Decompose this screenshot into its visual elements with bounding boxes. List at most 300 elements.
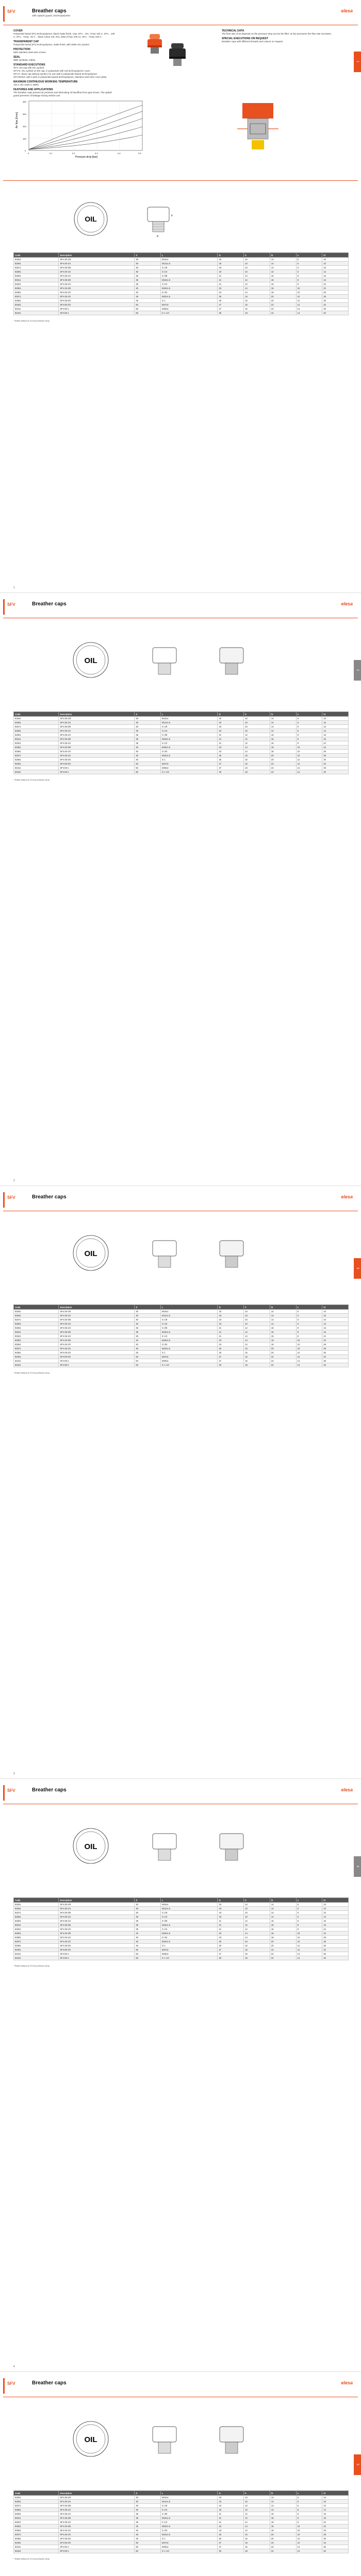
intro-column-left [13, 28, 117, 97]
table-cell: G 1/2 [161, 1927, 218, 1931]
table-row [14, 1330, 349, 1334]
table-cell: 34 [322, 1948, 349, 1952]
table-cell: 83371 [14, 295, 59, 299]
table-cell: 12 [244, 1334, 270, 1338]
table-cell: 45 [135, 2537, 161, 2541]
table-cell: G 1/2 [161, 741, 218, 745]
table-cell: 23 [218, 1931, 244, 1936]
table-cell: 24 [270, 311, 296, 315]
table-row [14, 1355, 349, 1359]
table-cell: 24 [270, 770, 296, 774]
table-cell: 12 [296, 2537, 322, 2541]
table-cell: 20 [270, 295, 296, 299]
oil-symbol: OIL [85, 215, 97, 223]
table-cell: 27 [218, 1948, 244, 1952]
cap-variant-view [220, 648, 243, 674]
table-cell: 14 [296, 311, 322, 315]
table-cell: G 1/8 [161, 1911, 218, 1915]
table-cell: G 3/4 [161, 1936, 218, 1940]
table-cell: 22 [270, 2545, 296, 2549]
table-row [14, 307, 349, 311]
table-cell: 50 [135, 1948, 161, 1952]
table-cell: 21 [218, 1334, 244, 1338]
table-cell: 14 [296, 1359, 322, 1363]
table-cell: 12 [296, 762, 322, 766]
table-cell: 16 [244, 2541, 270, 2545]
table-cell: 14 [244, 750, 270, 754]
table-cell: 83271 [14, 1911, 59, 1915]
table-cell: 10 [322, 717, 349, 721]
col-header: l1 [218, 253, 244, 258]
table-cell: 18 [270, 2524, 296, 2529]
table-cell: 12 [244, 274, 270, 278]
col-header: s [296, 1305, 322, 1310]
table-cell: 28 [322, 2529, 349, 2533]
page-subtitle: with splash guard, technopolymer [32, 14, 71, 18]
table-cell: 40 [135, 1343, 161, 1347]
table-row [14, 733, 349, 737]
table-cell: 10 [296, 291, 322, 295]
sfv-dimension-table [13, 252, 349, 315]
table-cell: 19 [218, 717, 244, 721]
cap-body [242, 103, 273, 118]
table-cell: 83351 [14, 2524, 59, 2529]
table-cell: 16 [244, 307, 270, 311]
table-cell: SFV.60-1 [59, 311, 135, 315]
brand-logo: elesa [341, 2380, 353, 2385]
table-cell: 45 [135, 299, 161, 303]
table-row [14, 1915, 349, 1919]
table-cell: G 1 1/4 [161, 1956, 218, 1960]
table-cell: 50 [135, 2545, 161, 2549]
table-cell: 14 [296, 766, 322, 770]
table-cell: 16 [322, 278, 349, 282]
table-cell: M12x1.5 [161, 721, 218, 725]
table-cell: 8 [296, 2516, 322, 2520]
col-header: h [244, 2491, 270, 2496]
table-cell: M16x1.5 [161, 2516, 218, 2520]
table-cell: 25 [218, 295, 244, 299]
table-row [14, 1326, 349, 1330]
table-cell: G 1 [161, 1351, 218, 1355]
table-cell: 35 [135, 2520, 161, 2524]
table-cell: 30 [322, 758, 349, 762]
graph-xlabel: Pressure drop [bar] [75, 156, 97, 159]
catalog-page-1 [0, 0, 361, 593]
table-cell: G 3/8 [161, 733, 218, 737]
table-cell: SFV.40-3/8 [59, 1931, 135, 1936]
table-cell: SFV.30-1/2 [59, 1322, 135, 1326]
table-footnote: * Rated airflow at 0.5 bar pressure drop. [13, 2557, 50, 2560]
table-cell: 21 [218, 733, 244, 737]
table-cell: 16 [270, 737, 296, 741]
table-cell: SFV.30-1/8 [59, 2496, 135, 2500]
table-cell: 14 [270, 725, 296, 729]
table-cell: SFV.30-1/8 [59, 1310, 135, 1314]
table-cell: 6 [296, 2500, 322, 2504]
table-body [14, 717, 349, 774]
cap-variant-view [220, 2427, 243, 2453]
col-header: d [135, 253, 161, 258]
table-cell: 35 [135, 2516, 161, 2520]
table-cell: 36 [322, 307, 349, 311]
table-cell: 14 [270, 1322, 296, 1326]
col-header: Code [14, 1305, 59, 1310]
table-cell: SFV.30-1/8 [59, 1903, 135, 1907]
table-row [14, 2512, 349, 2516]
technical-data-text: The flow rate of air depends on the pressure drop across the filter; at low pressures the flow rate increases. [222, 32, 332, 35]
col-header: l1 [218, 1898, 244, 1903]
table-cell: 14 [270, 2496, 296, 2500]
table-cell: SFV.45-3/4 [59, 299, 135, 303]
table-cell: 10 [244, 721, 270, 725]
table-cell: 25 [218, 758, 244, 762]
table-cell: M16x1.5 [161, 737, 218, 741]
table-cell: 12 [296, 758, 322, 762]
table-row [14, 1956, 349, 1960]
table-cell: SFV.35-1/4 [59, 733, 135, 737]
table-cell: 83351 [14, 1931, 59, 1936]
table-cell: 6 [296, 717, 322, 721]
col-header: L [161, 253, 218, 258]
table-cell: SFV.60-1 [59, 2549, 135, 2553]
table-cell: 30 [135, 2504, 161, 2508]
table-cell: 14 [244, 1343, 270, 1347]
cutaway-diagram-svg [227, 98, 299, 155]
table-cell: 10 [244, 1907, 270, 1911]
table-cell: 14 [296, 770, 322, 774]
table-cell: 14 [244, 1338, 270, 1343]
table-cell: 30 [218, 1363, 244, 1367]
table-row [14, 1911, 349, 1915]
table-cell: 83361 [14, 750, 59, 754]
table-cell: 21 [218, 282, 244, 286]
table-body [14, 258, 349, 315]
table-cell: 28 [322, 2533, 349, 2537]
table-cell: 18 [244, 311, 270, 315]
table-cell: M30x2 [161, 766, 218, 770]
table-cell: SFV.30-1/8 [59, 258, 135, 262]
table-cell: 14 [270, 721, 296, 725]
table-cell: 83421 [14, 1363, 59, 1367]
oil-cap-top-view [73, 642, 108, 677]
table-cell: 10 [322, 1314, 349, 1318]
table-cell: 24 [270, 1363, 296, 1367]
table-cell: 10 [296, 2529, 322, 2533]
table-cell: 83361 [14, 1936, 59, 1940]
thread-body [248, 118, 268, 139]
table-cell: 30 [135, 2500, 161, 2504]
table-cell: 83321 [14, 1927, 59, 1931]
table-cell: 14 [244, 1936, 270, 1940]
table-row [14, 2524, 349, 2529]
table-cell: 22 [322, 1927, 349, 1931]
table-cell: 18 [270, 1931, 296, 1936]
section-diagram [227, 98, 299, 155]
table-cell: 16 [322, 733, 349, 737]
features-title: FEATURES AND APPLICATIONS [13, 88, 53, 91]
table-cell: 28 [322, 1347, 349, 1351]
table-cell: 10 [244, 1310, 270, 1314]
table-cell: 16 [244, 766, 270, 770]
table-row [14, 1952, 349, 1956]
table-cell: SFV.45-3/4 [59, 2537, 135, 2541]
table-row [14, 1931, 349, 1936]
accent-bar [3, 1192, 5, 1208]
table-cell: 8 [296, 741, 322, 745]
table-cell: M27x2 [161, 1948, 218, 1952]
table-cell: G 1 1/4 [161, 2549, 218, 2553]
table-cell: 35 [135, 1927, 161, 1931]
table-cell: G 1 [161, 758, 218, 762]
table-cell: SFV.30-1/4 [59, 2500, 135, 2504]
table-cell: 83421 [14, 311, 59, 315]
table-cell: 83401 [14, 762, 59, 766]
table-cell: SFV.40-1/2 [59, 750, 135, 754]
table-body [14, 1310, 349, 1367]
table-footnote: * Rated airflow at 0.5 bar pressure drop. [13, 778, 50, 781]
product-photo-area [134, 28, 201, 77]
product-drawing-row [13, 2408, 343, 2472]
technical-data-title: TECHNICAL DATA [222, 29, 244, 32]
table-cell: 12 [322, 270, 349, 274]
table-cell: G 1 [161, 2537, 218, 2541]
dimension-drawings [13, 196, 343, 242]
table-cell: M10x1 [161, 2496, 218, 2500]
table-cell: 28 [322, 754, 349, 758]
table-cell: M10x1 [161, 1903, 218, 1907]
table-row [14, 2537, 349, 2541]
table-row [14, 2500, 349, 2504]
table-cell: 18 [244, 2549, 270, 2553]
col-header: h [244, 712, 270, 717]
table-cell: SFV.35-1/2 [59, 282, 135, 286]
table-cell: 25 [218, 754, 244, 758]
table-cell: 30 [135, 1318, 161, 1322]
table-cell: 20 [270, 1944, 296, 1948]
table-cell: 14 [244, 286, 270, 291]
table-cell: 19 [218, 270, 244, 274]
table-row [14, 1923, 349, 1927]
table-cell: SFV.40-3/8 [59, 745, 135, 750]
table-cell: 16 [244, 303, 270, 307]
table-cell: SFV.30-1/4 [59, 262, 135, 266]
table-row [14, 286, 349, 291]
table-row [14, 1919, 349, 1923]
table-cell: 83311 [14, 1330, 59, 1334]
table-cell: 27 [218, 2541, 244, 2545]
table-cell: 6 [296, 2496, 322, 2500]
table-cell: 36 [322, 1359, 349, 1363]
table-cell: 50 [135, 766, 161, 770]
x-tick: 0 [28, 152, 29, 155]
table-cell: 83301 [14, 2512, 59, 2516]
table-cell: 14 [270, 1318, 296, 1322]
table-cell: 30 [135, 721, 161, 725]
table-cell: SFV.45-3/4 [59, 1944, 135, 1948]
table-cell: SFV.45-1/2 [59, 1940, 135, 1944]
brand-logo: elesa [341, 1194, 353, 1199]
table-cell: 22 [270, 2541, 296, 2545]
table-cell: 83401 [14, 1355, 59, 1359]
table-cell: 10 [296, 295, 322, 299]
table-cell: 8 [296, 1330, 322, 1334]
table-cell: 10 [322, 721, 349, 725]
table-cell: M22x1.5 [161, 754, 218, 758]
table-cell: 10 [296, 1940, 322, 1944]
table-cell: 8 [296, 2512, 322, 2516]
table-cell: 83381 [14, 299, 59, 303]
page-title: Breather caps [32, 8, 67, 14]
table-cell: 10 [322, 266, 349, 270]
table-cell: 18 [270, 1343, 296, 1347]
table-cell: 14 [270, 1907, 296, 1911]
table-cell: 20 [270, 1351, 296, 1355]
table-cell: 23 [218, 1343, 244, 1347]
table-row [14, 291, 349, 295]
table-cell: 40 [322, 1956, 349, 1960]
table-cell: 40 [135, 2524, 161, 2529]
table-cell: M22x1.5 [161, 1940, 218, 1944]
table-row [14, 295, 349, 299]
table-cell: M30x2 [161, 1359, 218, 1363]
oil-cap-side-view [147, 207, 169, 232]
table-cell: 14 [270, 1911, 296, 1915]
table-cell: 45 [135, 2533, 161, 2537]
table-cell: 20 [270, 754, 296, 758]
page-number: 3 [13, 1772, 15, 1775]
special-executions-title: SPECIAL EXECUTIONS ON REQUEST [222, 37, 268, 40]
oil-cap-top-view [74, 202, 107, 235]
table-cell: 12 [244, 278, 270, 282]
table-row [14, 2508, 349, 2512]
table-header-row [14, 1898, 349, 1903]
table-row [14, 1948, 349, 1952]
table-cell: 50 [135, 2541, 161, 2545]
table-cell: M22x1.5 [161, 1347, 218, 1351]
table-cell: 22 [270, 307, 296, 311]
table-cell: 83381 [14, 758, 59, 762]
std-item: SFV-C: black cap without symbol, for use with in polyamide based technopolymer. [13, 73, 98, 75]
page-header [3, 1785, 356, 1803]
table-row [14, 274, 349, 278]
table-cell: G 1/4 [161, 2508, 218, 2512]
flow-graph-svg [13, 98, 147, 160]
protection-text: With stainless steel wire screen. [13, 51, 47, 54]
table-row [14, 2516, 349, 2520]
table-row [14, 2520, 349, 2524]
table-cell: 14 [270, 258, 296, 262]
table-cell: 30 [135, 262, 161, 266]
table-cell: 21 [218, 1923, 244, 1927]
col-header: Code [14, 2491, 59, 2496]
table-cell: M30x2 [161, 307, 218, 311]
col-header: d [135, 1898, 161, 1903]
table-cell: 14 [270, 1903, 296, 1907]
table-row [14, 745, 349, 750]
table-cell: G 1/8 [161, 266, 218, 270]
table-cell: 50 [135, 307, 161, 311]
intro-column-right [222, 28, 346, 43]
table-cell: M10x1 [161, 258, 218, 262]
table-cell: G 1/4 [161, 1915, 218, 1919]
table-cell: SFV.30-1/4 [59, 721, 135, 725]
table-row [14, 278, 349, 282]
product-code: SFV [7, 2381, 15, 2386]
oil-cap-top-view [73, 1235, 108, 1270]
product-drawing-row [13, 1222, 343, 1286]
table-cell: M20x1.5 [161, 745, 218, 750]
table-cell: 19 [218, 1314, 244, 1318]
y-tick: 400 [23, 100, 26, 103]
table-cell: 10 [322, 258, 349, 262]
col-header: Cl [322, 712, 349, 717]
table-row [14, 270, 349, 274]
table-cell: 45 [135, 1944, 161, 1948]
table-cell: 15 [244, 1944, 270, 1948]
table-cell: G 3/8 [161, 274, 218, 278]
table-cell: 8 [296, 274, 322, 278]
table-cell: 15 [244, 299, 270, 303]
table-cell: G 1/2 [161, 1334, 218, 1338]
table-cell: 30 [322, 2537, 349, 2541]
catalog-page-2 [0, 593, 361, 1186]
table-cell: 6 [296, 2508, 322, 2512]
table-cell: 21 [218, 1330, 244, 1334]
table-cell: 22 [270, 1355, 296, 1359]
brand-logo: elesa [341, 8, 353, 13]
table-cell: 28 [322, 1936, 349, 1940]
table-cell: 30 [218, 311, 244, 315]
table-cell: 16 [270, 741, 296, 745]
table-cell: 83261 [14, 262, 59, 266]
col-header: Description [59, 1305, 135, 1310]
table-cell: 22 [322, 2520, 349, 2524]
table-cell: 40 [322, 1363, 349, 1367]
table-cell: 30 [135, 1310, 161, 1314]
table-cell: 83371 [14, 2533, 59, 2537]
table-cell: 18 [244, 1956, 270, 1960]
table-cell: 83311 [14, 2516, 59, 2520]
product-code: SFV [7, 602, 15, 607]
table-cell: 8 [296, 278, 322, 282]
table-cell: 28 [322, 1343, 349, 1347]
oil-cap-side-view [153, 2427, 176, 2453]
table-cell: 16 [244, 1948, 270, 1952]
table-cell: 12 [296, 299, 322, 303]
col-header: s [296, 253, 322, 258]
table-cell: 40 [135, 291, 161, 295]
dimension-drawings [13, 2408, 343, 2470]
table-row [14, 2496, 349, 2500]
table-cell: 12 [244, 1330, 270, 1334]
table-cell: 28 [322, 295, 349, 299]
table-row [14, 2529, 349, 2533]
col-header: s [296, 712, 322, 717]
table-cell: 10 [244, 2508, 270, 2512]
table-cell: 10 [244, 725, 270, 729]
table-header-row [14, 1305, 349, 1310]
table-cell: 25 [218, 1347, 244, 1351]
table-cell: 22 [322, 1931, 349, 1936]
table-cell: 12 [296, 1948, 322, 1952]
table-cell: 83261 [14, 1314, 59, 1318]
col-header: L [161, 1898, 218, 1903]
table-cell: 20 [270, 2537, 296, 2541]
table-cell: 19 [218, 729, 244, 733]
table-cell: 10 [322, 1903, 349, 1907]
table-cell: 22 [322, 286, 349, 291]
